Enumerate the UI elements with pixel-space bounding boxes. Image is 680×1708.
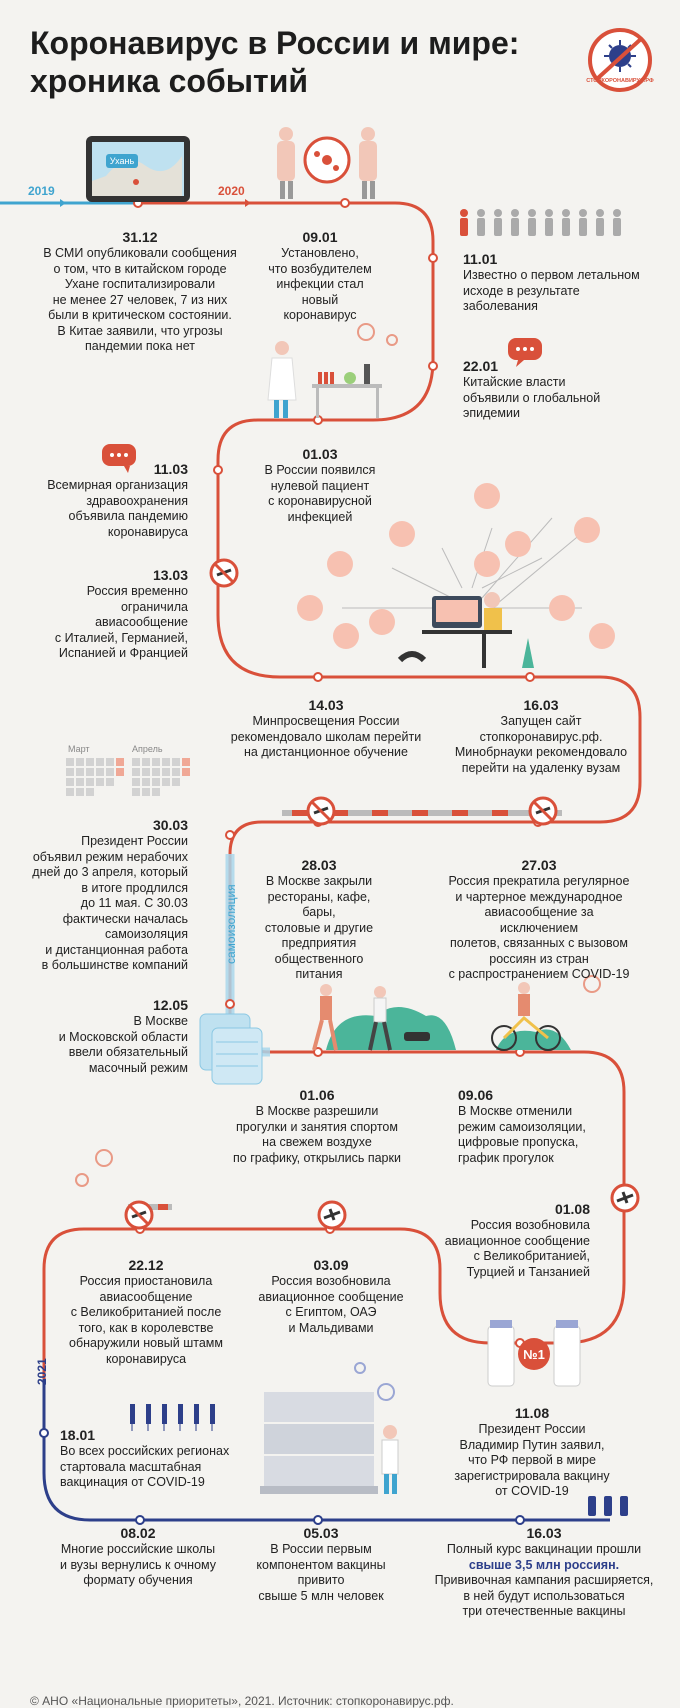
- vaccine-vials-illustration: [484, 1318, 584, 1390]
- vaccine-boxes-doctor-illustration: [260, 1390, 420, 1500]
- event-date: 09.06: [458, 1087, 494, 1103]
- no-flights-icon: [209, 558, 239, 588]
- event-16-03-2021: [434, 1524, 654, 1620]
- event-01-06: [232, 1086, 402, 1166]
- event-01-03: [250, 445, 390, 525]
- event-18-01: [60, 1426, 250, 1491]
- airplane-icon: [317, 1200, 347, 1230]
- scientists-illustration: [272, 124, 382, 202]
- event-text: В СМИ опубликовали сообщения о том, что в китайском городе Ухане госпитализировали не менее 27 человек, 7 из них были в критическом состоянии. В Китае заявили, что угрозы пандемии пока нет: [43, 246, 237, 353]
- event-date: 01.08: [554, 1201, 590, 1217]
- event-date: 28.03: [301, 857, 337, 873]
- event-text: В России первым компонентом вакцины привито свыше 5 млн человек: [256, 1542, 386, 1603]
- event-date: 11.03: [153, 461, 188, 477]
- no-flights-icon: [528, 796, 558, 826]
- event-text: Россия возобновила авиационное сообщение с Великобританией, Турцией и Танзанией: [444, 1218, 590, 1279]
- title-line-1: Коронавирус в России и мире:: [30, 25, 520, 61]
- airplane-icon: [610, 1183, 640, 1213]
- people-row-icon: [458, 208, 628, 240]
- event-highlight: свыше 3,5 млн россиян.: [468, 1557, 620, 1572]
- event-text: Известно о первом летальном исходе в результате заболевания: [463, 268, 640, 313]
- event-date: 08.02: [120, 1525, 156, 1541]
- event-date: 22.01: [463, 358, 499, 374]
- event-text: Россия временно ограничила авиасообщение с Италией, Германией, Испанией и Францией: [54, 584, 188, 660]
- year-2021: 2021: [35, 1358, 49, 1385]
- laboratory-illustration: [266, 338, 384, 420]
- face-masks-illustration: [196, 1000, 268, 1090]
- event-text: В России появился нулевой пациент с коронавирусной инфекцией: [264, 463, 376, 524]
- event-date: 14.03: [308, 697, 344, 713]
- event-30-03: [30, 816, 188, 974]
- event-text: В Москве закрыли рестораны, кафе, бары, столовые и другие предприятия общественного питания: [264, 874, 374, 981]
- event-09-06: [458, 1086, 618, 1166]
- event-text: Запущен сайт: [500, 714, 582, 728]
- event-08-02: [48, 1524, 228, 1589]
- event-text: Минобрнауки рекомендовало перейти на удаленку вузам: [454, 745, 628, 775]
- virus-icon: [70, 1146, 120, 1196]
- event-text: Прививочная кампания расширяется, в ней будут использоваться три отечественные вакцины: [434, 1573, 654, 1618]
- event-text: В Москве отменили режим самоизоляции, цифровые пропуска, график прогулок: [458, 1104, 586, 1165]
- event-22-01: [463, 357, 643, 422]
- event-09-01: [260, 228, 380, 324]
- event-date: 18.01: [60, 1427, 96, 1443]
- event-22-12: [62, 1256, 230, 1367]
- event-text: В Москве разрешили прогулки и занятия спортом на свежем воздухе по графику, открылись парки: [233, 1104, 401, 1165]
- event-text: Президент России Владимир Путин заявил, что РФ первой в мире зарегистрировала вакцину от COVID-19: [454, 1422, 610, 1498]
- event-text: Во всех российских регионах стартовала масштабная вакцинация от COVID-19: [60, 1444, 230, 1489]
- event-date: 16.03: [526, 1525, 562, 1541]
- event-31-12: [30, 228, 250, 355]
- event-text: Китайские власти объявили о глобальной эпидемии: [463, 375, 601, 420]
- event-13-03: [30, 566, 188, 662]
- event-date: 11.01: [463, 251, 498, 267]
- event-date: 30.03: [152, 817, 188, 833]
- event-text: Полный курс вакцинации прошли: [446, 1542, 642, 1556]
- calendar-illustration: [66, 758, 198, 808]
- event-text: Президент России объявил режим нерабочих дней до 3 апреля, который в итоге продлился до 11 мая. С 30.03 фактически началась самоизоляция и дистанционная работа в большинстве компаний: [32, 834, 188, 972]
- event-date: 05.03: [303, 1525, 339, 1541]
- self-isolation-label: самоизоляция: [224, 884, 238, 964]
- event-text: Установлено, что возбудителем инфекции стал новый коронавирус: [268, 246, 372, 322]
- event-date: 22.12: [128, 1257, 164, 1273]
- event-16-03: [446, 696, 636, 776]
- event-date: 31.12: [122, 229, 158, 245]
- calendar-april-label: Апрель: [132, 744, 163, 754]
- event-date: 12.05: [152, 997, 188, 1013]
- event-05-03: [256, 1524, 386, 1604]
- event-date: 13.03: [152, 567, 188, 583]
- event-date: 01.03: [302, 446, 338, 462]
- event-text: Россия приостановила авиасообщение с Великобританией после того, как в королевстве обнаружили новый штамм коронавируса: [69, 1274, 223, 1366]
- event-date: 09.01: [302, 229, 338, 245]
- logo-text: СТОПКОРОНАВИРУС.РФ: [586, 78, 654, 84]
- calendar-march-label: Март: [68, 744, 90, 754]
- year-2020: 2020: [218, 184, 245, 198]
- event-date: 16.03: [523, 697, 559, 713]
- map-label-wuhan: Ухань: [109, 156, 135, 166]
- park-walk-illustration: [296, 970, 576, 1060]
- event-text: Россия прекратила регулярное и чартерное международное авиасообщение за исключением полетов, связанных с вызовом россиян из стран с распространением COVID-19: [448, 874, 630, 981]
- event-27-03: [444, 856, 634, 983]
- event-date: 27.03: [521, 857, 557, 873]
- event-03-09: [256, 1256, 406, 1336]
- footer-credit: © АНО «Национальные приоритеты», 2021. Источник: стопкоронавирус.рф.: [30, 1694, 454, 1708]
- event-11-08: [452, 1404, 612, 1500]
- stopcoronavirus-link[interactable]: стопкоронавирус.рф.: [479, 729, 603, 744]
- no-flights-icon: [306, 796, 336, 826]
- event-text: Многие российские школы и вузы вернулись к очному формату обучения: [59, 1542, 217, 1587]
- no-flights-barrier-icon: [98, 1200, 174, 1230]
- event-text: Минпросвещения России рекомендовало школам перейти на дистанционное обучение: [230, 714, 422, 759]
- event-12-05: [30, 996, 188, 1076]
- event-date: 01.06: [299, 1087, 335, 1103]
- title-line-2: хроника событий: [30, 63, 309, 99]
- tablet-map-illustration: [86, 136, 190, 202]
- event-text: В Москве и Московской области ввели обязательный масочный режим: [58, 1014, 188, 1075]
- event-11-03: [30, 460, 188, 540]
- year-2019: 2019: [28, 184, 55, 198]
- event-date: 11.08: [514, 1405, 550, 1421]
- event-text: Россия возобновила авиационное сообщение с Египтом, ОАЭ и Мальдивами: [258, 1274, 404, 1335]
- event-14-03: [226, 696, 426, 761]
- event-text: Всемирная организация здравоохранения объявила пандемию коронавируса: [47, 478, 188, 539]
- event-date: 03.09: [313, 1257, 349, 1273]
- event-01-08: [440, 1200, 590, 1280]
- event-28-03: [252, 856, 386, 983]
- event-11-01: [463, 250, 663, 315]
- vaccine-badge: №1: [523, 1347, 545, 1362]
